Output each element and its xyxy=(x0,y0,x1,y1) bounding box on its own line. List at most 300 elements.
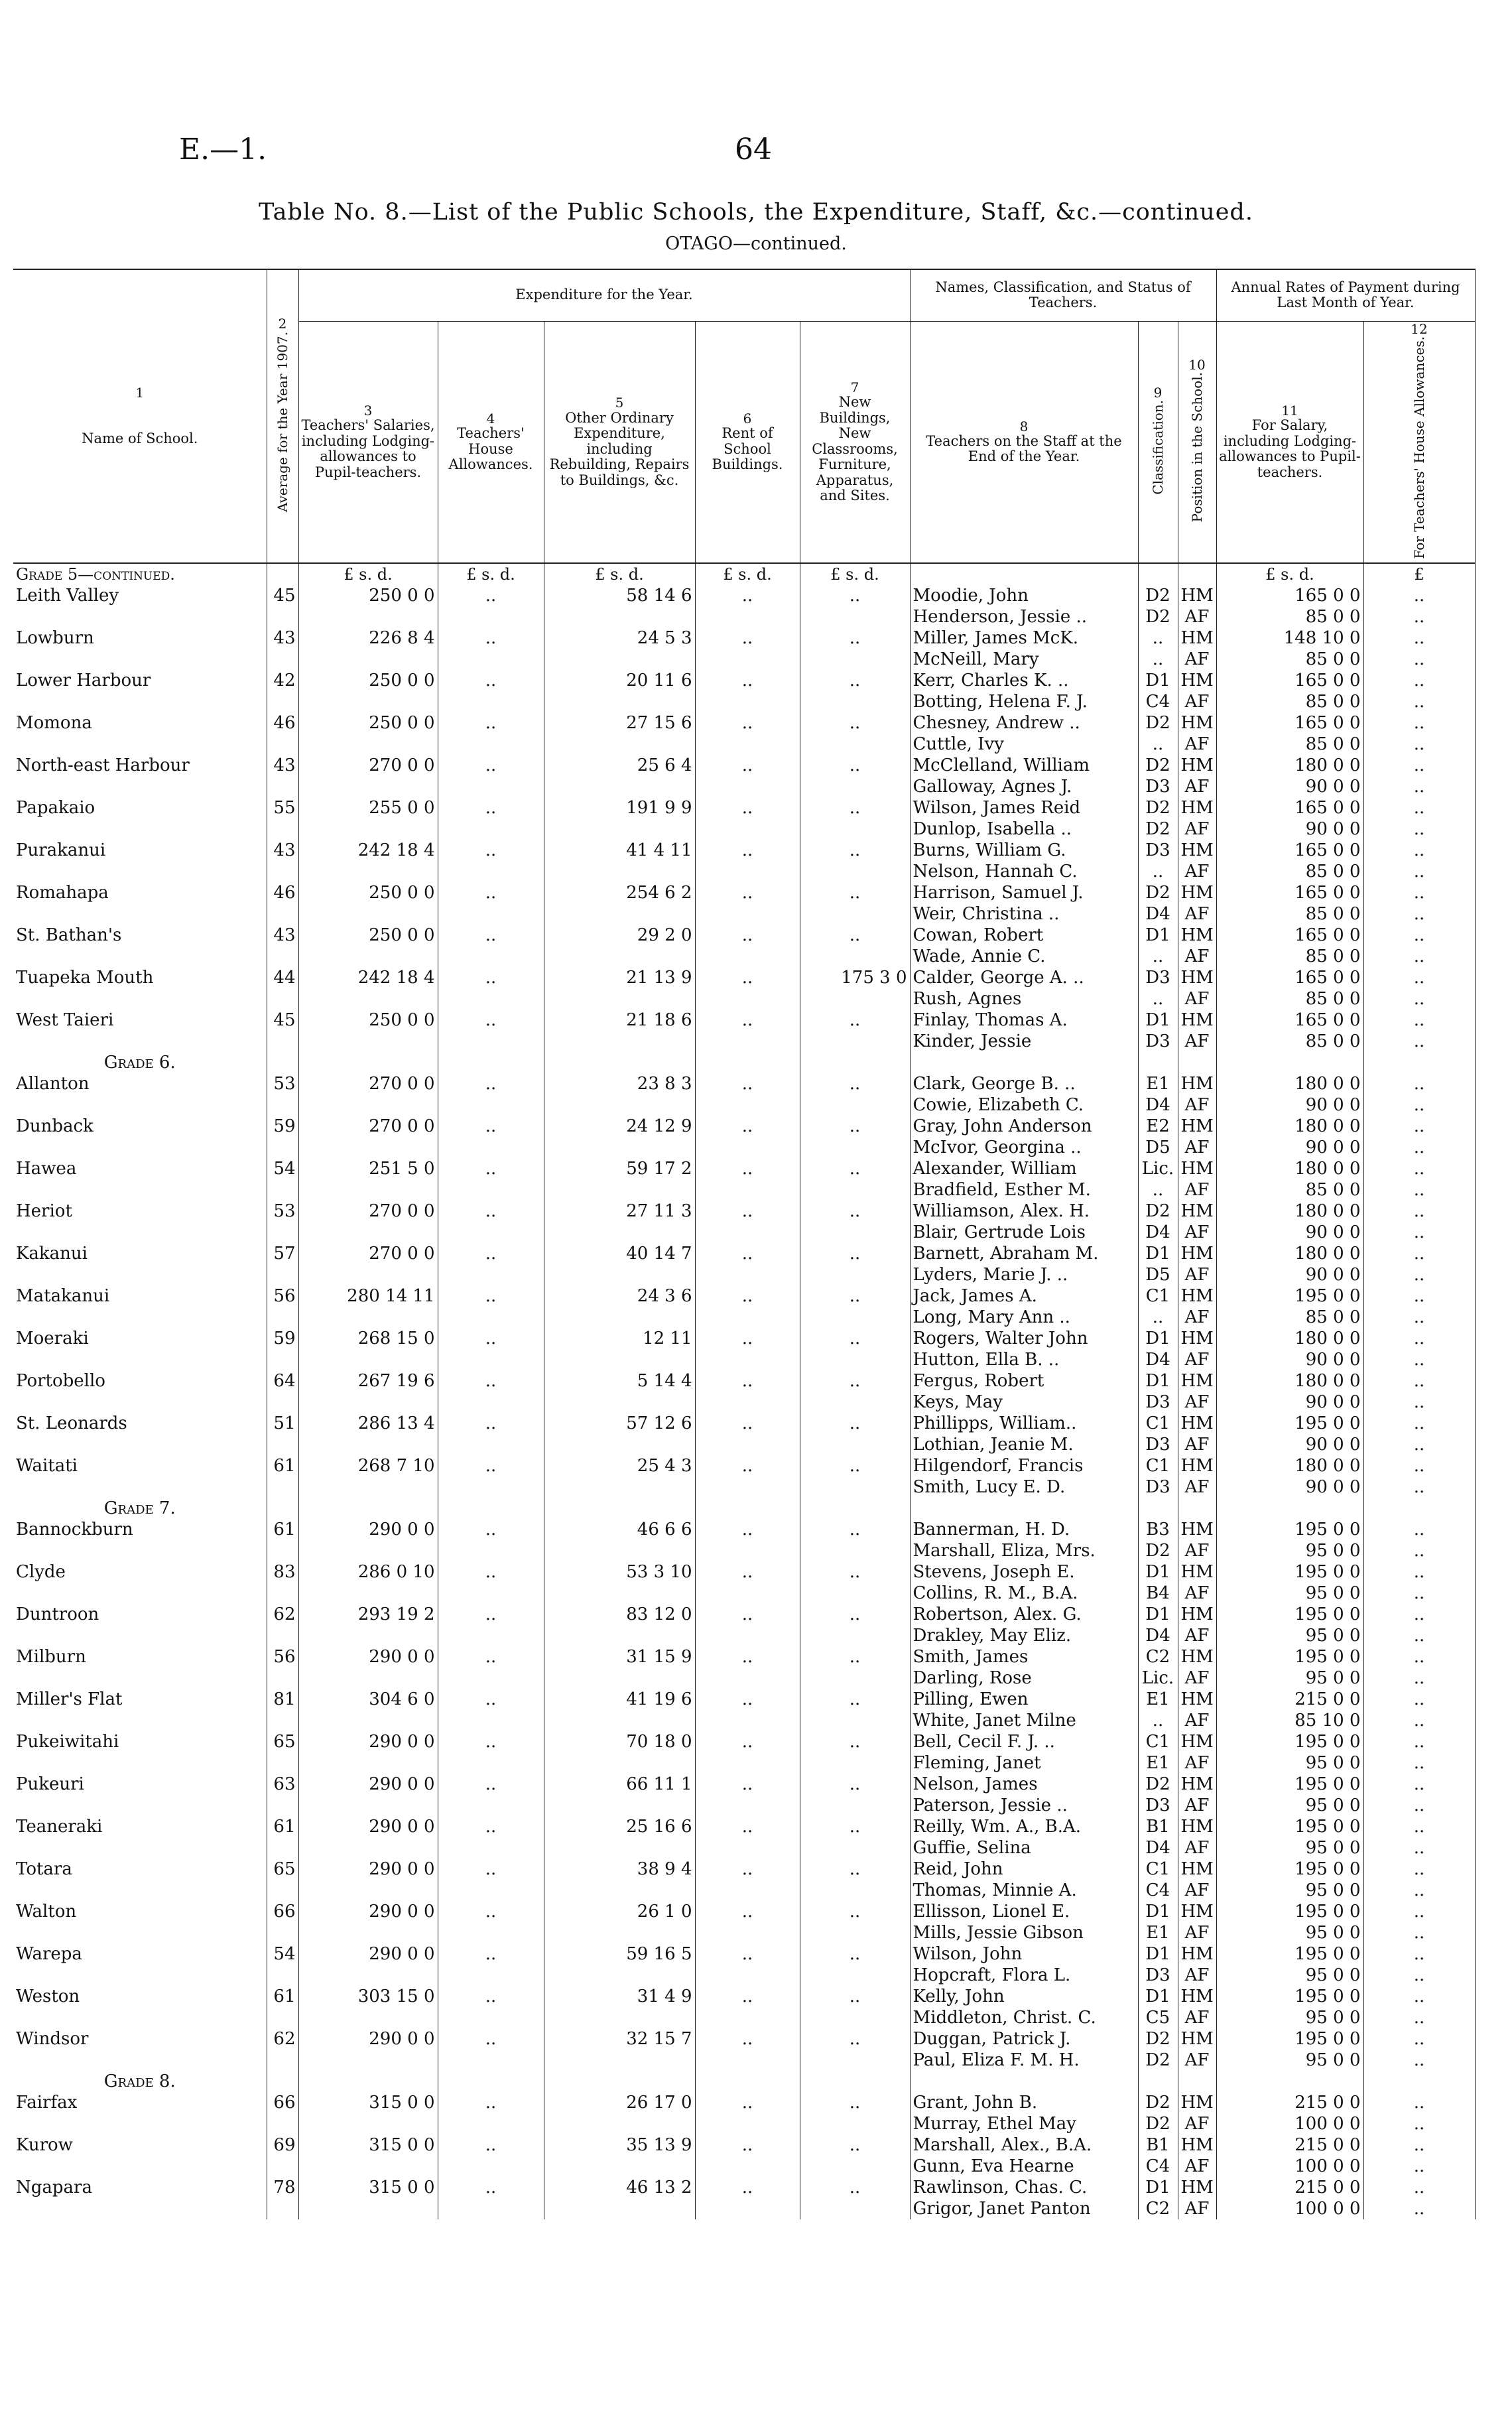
new-buildings: .. xyxy=(800,1243,910,1264)
house-allowance-rate: .. xyxy=(1363,691,1475,712)
new-buildings: .. xyxy=(800,1285,910,1307)
rent-buildings: .. xyxy=(695,1116,800,1137)
house-allowance-rate: .. xyxy=(1363,734,1475,755)
teacher-name: Jack, James A. xyxy=(910,1285,1138,1307)
teachers-salaries: 270 0 0 xyxy=(298,1201,438,1222)
salary-rate: 215 0 0 xyxy=(1216,2134,1363,2156)
school-name: Teaneraki xyxy=(13,1816,267,1837)
other-expenditure: 41 19 6 xyxy=(544,1689,695,1710)
salary-rate: 90 0 0 xyxy=(1216,1094,1363,1116)
rent-buildings: .. xyxy=(695,2134,800,2156)
teacher-classification: D1 xyxy=(1138,2177,1178,2198)
teacher-name: Hopcraft, Flora L. xyxy=(910,1965,1138,1986)
teacher-classification: D1 xyxy=(1138,1328,1178,1349)
unit-label: £ s. d. xyxy=(438,563,544,585)
rent-buildings: .. xyxy=(695,1158,800,1179)
house-allowance-rate: .. xyxy=(1363,585,1475,606)
salary-rate: 85 0 0 xyxy=(1216,1307,1363,1328)
teacher-name: Clark, George B. .. xyxy=(910,1073,1138,1094)
school-name: Lower Harbour xyxy=(13,670,267,691)
rent-buildings: .. xyxy=(695,1774,800,1795)
house-allowance-rate: .. xyxy=(1363,2050,1475,2071)
school-row xyxy=(13,1116,1475,1137)
average-attendance: 43 xyxy=(267,627,298,649)
teacher-classification: D2 xyxy=(1138,882,1178,903)
new-buildings: .. xyxy=(800,712,910,734)
salary-rate: 90 0 0 xyxy=(1216,1349,1363,1370)
rent-buildings: .. xyxy=(695,1010,800,1031)
house-allowance-rate: .. xyxy=(1363,903,1475,925)
house-allowance-rate: .. xyxy=(1363,1010,1475,1031)
teacher-classification: D2 xyxy=(1138,797,1178,818)
average-attendance: 54 xyxy=(267,1943,298,1965)
grade-heading-row xyxy=(13,1052,1475,1073)
teacher-row xyxy=(13,606,1475,627)
school-name: Fairfax xyxy=(13,2092,267,2113)
teacher-name: Reid, John xyxy=(910,1859,1138,1880)
teachers-salaries: 255 0 0 xyxy=(298,797,438,818)
teacher-classification: D1 xyxy=(1138,1986,1178,2007)
other-expenditure: 38 9 4 xyxy=(544,1859,695,1880)
other-expenditure: 66 11 1 xyxy=(544,1774,695,1795)
new-buildings: .. xyxy=(800,1519,910,1540)
teacher-row xyxy=(13,1307,1475,1328)
salary-rate: 90 0 0 xyxy=(1216,1264,1363,1285)
teacher-row xyxy=(13,1476,1475,1498)
school-name: Windsor xyxy=(13,2028,267,2050)
teacher-classification: D2 xyxy=(1138,2028,1178,2050)
salary-rate: 180 0 0 xyxy=(1216,755,1363,776)
average-attendance: 81 xyxy=(267,1689,298,1710)
teacher-name: Middleton, Christ. C. xyxy=(910,2007,1138,2028)
new-buildings: .. xyxy=(800,1901,910,1922)
new-buildings: .. xyxy=(800,1689,910,1710)
salary-rate: 85 0 0 xyxy=(1216,734,1363,755)
average-attendance: 65 xyxy=(267,1859,298,1880)
house-allowance-rate: .. xyxy=(1363,967,1475,988)
house-allowance-rate: .. xyxy=(1363,1094,1475,1116)
house-allowances: .. xyxy=(438,1774,544,1795)
school-row xyxy=(13,1561,1475,1583)
teacher-classification: D4 xyxy=(1138,1625,1178,1646)
teacher-name: Finlay, Thomas A. xyxy=(910,1010,1138,1031)
teachers-salaries: 280 14 11 xyxy=(298,1285,438,1307)
house-allowance-rate: .. xyxy=(1363,1370,1475,1392)
teachers-salaries: 293 19 2 xyxy=(298,1604,438,1625)
teacher-classification: E1 xyxy=(1138,1922,1178,1943)
house-allowances: .. xyxy=(438,882,544,903)
other-expenditure: 46 6 6 xyxy=(544,1519,695,1540)
house-allowance-rate: .. xyxy=(1363,1731,1475,1752)
average-attendance: 63 xyxy=(267,1774,298,1795)
rent-buildings: .. xyxy=(695,1859,800,1880)
house-allowance-rate: .. xyxy=(1363,1285,1475,1307)
house-allowance-rate: .. xyxy=(1363,1413,1475,1434)
col-rent-header: 6 Rent of School Buildings. xyxy=(695,321,800,563)
teacher-position: HM xyxy=(1178,925,1216,946)
teacher-position: AF xyxy=(1178,1752,1216,1774)
table-subtitle: OTAGO—continued. xyxy=(665,233,847,254)
teacher-position: HM xyxy=(1178,967,1216,988)
teacher-row xyxy=(13,1880,1475,1901)
house-allowance-rate: .. xyxy=(1363,2198,1475,2219)
teacher-position: HM xyxy=(1178,1774,1216,1795)
other-expenditure: 70 18 0 xyxy=(544,1731,695,1752)
house-allowance-rate: .. xyxy=(1363,776,1475,797)
school-row xyxy=(13,1816,1475,1837)
teacher-name: Weir, Christina .. xyxy=(910,903,1138,925)
unit-label: £ s. d. xyxy=(800,563,910,585)
average-attendance: 53 xyxy=(267,1073,298,1094)
average-attendance: 56 xyxy=(267,1285,298,1307)
house-allowances: .. xyxy=(438,1901,544,1922)
school-row xyxy=(13,1986,1475,2007)
new-buildings: .. xyxy=(800,882,910,903)
teacher-name: Gray, John Anderson xyxy=(910,1116,1138,1137)
house-allowance-rate: .. xyxy=(1363,1710,1475,1731)
salary-rate: 165 0 0 xyxy=(1216,967,1363,988)
table-body xyxy=(13,563,1475,2219)
teacher-classification: E1 xyxy=(1138,1752,1178,1774)
teacher-position: AF xyxy=(1178,861,1216,882)
school-name: Papakaio xyxy=(13,797,267,818)
house-allowances: .. xyxy=(438,585,544,606)
house-allowance-rate: .. xyxy=(1363,1476,1475,1498)
teacher-name: Paterson, Jessie .. xyxy=(910,1795,1138,1816)
teacher-position: AF xyxy=(1178,818,1216,840)
other-expenditure: 83 12 0 xyxy=(544,1604,695,1625)
school-row xyxy=(13,1519,1475,1540)
other-expenditure: 58 14 6 xyxy=(544,585,695,606)
house-allowances: .. xyxy=(438,1604,544,1625)
teacher-name: Dunlop, Isabella .. xyxy=(910,818,1138,840)
salary-rate: 95 0 0 xyxy=(1216,1880,1363,1901)
salary-rate: 95 0 0 xyxy=(1216,2050,1363,2071)
new-buildings: .. xyxy=(800,1646,910,1668)
other-expenditure: 24 12 9 xyxy=(544,1116,695,1137)
teacher-position: AF xyxy=(1178,903,1216,925)
teachers-group-header: Names, Classification, and Status of Teachers. xyxy=(910,269,1216,321)
salary-rate: 180 0 0 xyxy=(1216,1073,1363,1094)
school-row xyxy=(13,1731,1475,1752)
other-expenditure: 32 15 7 xyxy=(544,2028,695,2050)
salary-rate: 215 0 0 xyxy=(1216,2177,1363,2198)
teacher-name: Fergus, Robert xyxy=(910,1370,1138,1392)
teacher-classification: B1 xyxy=(1138,2134,1178,2156)
teacher-name: Kelly, John xyxy=(910,1986,1138,2007)
teacher-position: HM xyxy=(1178,1604,1216,1625)
teacher-position: AF xyxy=(1178,1795,1216,1816)
teacher-position: HM xyxy=(1178,1859,1216,1880)
grade-heading: Grade 6. xyxy=(13,1052,267,1073)
school-name: Kurow xyxy=(13,2134,267,2156)
teacher-position: AF xyxy=(1178,1222,1216,1243)
teacher-name: Marshall, Alex., B.A. xyxy=(910,2134,1138,2156)
school-row xyxy=(13,1604,1475,1625)
school-row xyxy=(13,1201,1475,1222)
col-average-header: 2 Average for the Year 1907. xyxy=(267,269,298,563)
average-attendance: 45 xyxy=(267,585,298,606)
col-salary-rate-header: 11 For Salary, including Lodging-allowances to Pupil-teachers. xyxy=(1216,321,1363,563)
other-expenditure: 21 13 9 xyxy=(544,967,695,988)
teacher-position: AF xyxy=(1178,1307,1216,1328)
grade-heading: Grade 5—continued. xyxy=(13,563,267,585)
school-name: West Taieri xyxy=(13,1010,267,1031)
teachers-salaries: 250 0 0 xyxy=(298,712,438,734)
teacher-row xyxy=(13,2156,1475,2177)
teacher-row xyxy=(13,1710,1475,1731)
teacher-classification: .. xyxy=(1138,988,1178,1010)
teacher-position: AF xyxy=(1178,2156,1216,2177)
new-buildings: .. xyxy=(800,2028,910,2050)
teacher-classification: D2 xyxy=(1138,585,1178,606)
teacher-row xyxy=(13,2050,1475,2071)
teacher-name: Phillipps, William.. xyxy=(910,1413,1138,1434)
teacher-classification: D3 xyxy=(1138,1434,1178,1455)
school-row xyxy=(13,1328,1475,1349)
other-expenditure: 24 5 3 xyxy=(544,627,695,649)
house-allowances: .. xyxy=(438,1201,544,1222)
average-attendance: 43 xyxy=(267,755,298,776)
teacher-name: Alexander, William xyxy=(910,1158,1138,1179)
teachers-salaries: 226 8 4 xyxy=(298,627,438,649)
teacher-classification: D1 xyxy=(1138,670,1178,691)
house-allowance-rate: .. xyxy=(1363,1795,1475,1816)
other-expenditure: 31 4 9 xyxy=(544,1986,695,2007)
table-title: Table No. 8.—List of the Public Schools, the Expenditure, Staff, &c.—continued. xyxy=(259,199,1253,226)
teacher-name: White, Janet Milne xyxy=(910,1710,1138,1731)
rent-buildings: .. xyxy=(695,1201,800,1222)
teacher-position: HM xyxy=(1178,1010,1216,1031)
teacher-position: HM xyxy=(1178,1561,1216,1583)
school-name: Kakanui xyxy=(13,1243,267,1264)
average-attendance: 61 xyxy=(267,1455,298,1476)
school-name: Walton xyxy=(13,1901,267,1922)
house-allowance-rate: .. xyxy=(1363,1604,1475,1625)
school-row xyxy=(13,755,1475,776)
salary-rate: 95 0 0 xyxy=(1216,1540,1363,1561)
teacher-position: AF xyxy=(1178,2007,1216,2028)
new-buildings: .. xyxy=(800,1943,910,1965)
salary-rate: 195 0 0 xyxy=(1216,1943,1363,1965)
other-expenditure: 20 11 6 xyxy=(544,670,695,691)
teacher-classification: Lic. xyxy=(1138,1668,1178,1689)
teacher-position: HM xyxy=(1178,2134,1216,2156)
house-allowances: .. xyxy=(438,1519,544,1540)
teacher-position: AF xyxy=(1178,1137,1216,1158)
salary-rate: 85 0 0 xyxy=(1216,903,1363,925)
teacher-row xyxy=(13,1922,1475,1943)
teacher-classification: D3 xyxy=(1138,1392,1178,1413)
house-allowances: .. xyxy=(438,1116,544,1137)
teacher-position: HM xyxy=(1178,1816,1216,1837)
grade-heading: Grade 8. xyxy=(13,2071,267,2092)
teacher-classification: .. xyxy=(1138,861,1178,882)
salary-rate: 195 0 0 xyxy=(1216,1561,1363,1583)
teacher-row xyxy=(13,1349,1475,1370)
other-expenditure: 27 11 3 xyxy=(544,1201,695,1222)
teacher-classification: D3 xyxy=(1138,1965,1178,1986)
teacher-classification: D1 xyxy=(1138,1010,1178,1031)
teacher-name: McNeill, Mary xyxy=(910,649,1138,670)
school-name: St. Leonards xyxy=(13,1413,267,1434)
other-expenditure: 59 16 5 xyxy=(544,1943,695,1965)
salary-rate: 180 0 0 xyxy=(1216,1116,1363,1137)
house-allowance-rate: .. xyxy=(1363,925,1475,946)
teacher-row xyxy=(13,1583,1475,1604)
teacher-row xyxy=(13,1625,1475,1646)
teachers-salaries: 270 0 0 xyxy=(298,1243,438,1264)
teacher-name: Darling, Rose xyxy=(910,1668,1138,1689)
school-name: Duntroon xyxy=(13,1604,267,1625)
teacher-position: AF xyxy=(1178,1476,1216,1498)
new-buildings: .. xyxy=(800,2177,910,2198)
unit-label: £ s. d. xyxy=(298,563,438,585)
col-salaries-header: 3 Teachers' Salaries, including Lodging-allowances to Pupil-teachers. xyxy=(298,321,438,563)
teacher-position: AF xyxy=(1178,1264,1216,1285)
salary-rate: 195 0 0 xyxy=(1216,1519,1363,1540)
teacher-row xyxy=(13,2007,1475,2028)
teacher-name: McClelland, William xyxy=(910,755,1138,776)
salary-rate: 215 0 0 xyxy=(1216,1689,1363,1710)
house-allowances: .. xyxy=(438,967,544,988)
school-name: Allanton xyxy=(13,1073,267,1094)
average-attendance: 66 xyxy=(267,1901,298,1922)
school-name: Heriot xyxy=(13,1201,267,1222)
school-row xyxy=(13,925,1475,946)
school-name: Pukeiwitahi xyxy=(13,1731,267,1752)
teacher-position: HM xyxy=(1178,2177,1216,2198)
salary-rate: 95 0 0 xyxy=(1216,1795,1363,1816)
teacher-classification: C2 xyxy=(1138,1646,1178,1668)
teacher-name: Bell, Cecil F. J. .. xyxy=(910,1731,1138,1752)
teacher-classification: D4 xyxy=(1138,1837,1178,1859)
teacher-row xyxy=(13,1965,1475,1986)
teacher-classification: D2 xyxy=(1138,1774,1178,1795)
rent-buildings: .. xyxy=(695,1243,800,1264)
house-allowance-rate: .. xyxy=(1363,1922,1475,1943)
salary-rate: 85 0 0 xyxy=(1216,691,1363,712)
teacher-classification: D4 xyxy=(1138,1094,1178,1116)
teacher-position: AF xyxy=(1178,691,1216,712)
teacher-position: HM xyxy=(1178,1116,1216,1137)
house-allowances: .. xyxy=(438,840,544,861)
salary-rate: 85 0 0 xyxy=(1216,606,1363,627)
teacher-name: Botting, Helena F. J. xyxy=(910,691,1138,712)
house-allowances: .. xyxy=(438,1943,544,1965)
house-allowance-rate: .. xyxy=(1363,1455,1475,1476)
school-row xyxy=(13,1413,1475,1434)
document-code: E.—1. xyxy=(179,133,267,166)
house-allowance-rate: .. xyxy=(1363,2028,1475,2050)
new-buildings: .. xyxy=(800,1986,910,2007)
salary-rate: 195 0 0 xyxy=(1216,1731,1363,1752)
salary-rate: 90 0 0 xyxy=(1216,1392,1363,1413)
new-buildings: .. xyxy=(800,1731,910,1752)
average-attendance: 43 xyxy=(267,925,298,946)
salary-rate: 95 0 0 xyxy=(1216,2007,1363,2028)
teachers-salaries: 304 6 0 xyxy=(298,1689,438,1710)
teacher-position: HM xyxy=(1178,1689,1216,1710)
teacher-name: Gunn, Eva Hearne xyxy=(910,2156,1138,2177)
rent-buildings: .. xyxy=(695,1561,800,1583)
school-row xyxy=(13,1073,1475,1094)
teacher-classification: D1 xyxy=(1138,1604,1178,1625)
school-row xyxy=(13,1285,1475,1307)
salary-rate: 85 0 0 xyxy=(1216,1179,1363,1201)
teacher-position: AF xyxy=(1178,1880,1216,1901)
house-allowance-rate: .. xyxy=(1363,1625,1475,1646)
teacher-name: Kinder, Jessie xyxy=(910,1031,1138,1052)
teacher-classification: D2 xyxy=(1138,755,1178,776)
teacher-classification: D2 xyxy=(1138,2113,1178,2134)
house-allowance-rate: .. xyxy=(1363,1689,1475,1710)
other-expenditure: 35 13 9 xyxy=(544,2134,695,2156)
teacher-position: HM xyxy=(1178,627,1216,649)
other-expenditure: 23 8 3 xyxy=(544,1073,695,1094)
salary-rate: 100 0 0 xyxy=(1216,2156,1363,2177)
school-row xyxy=(13,2177,1475,2198)
average-attendance: 54 xyxy=(267,1158,298,1179)
schools-table xyxy=(13,269,1476,2219)
teacher-position: AF xyxy=(1178,2198,1216,2219)
rent-buildings: .. xyxy=(695,1943,800,1965)
school-name: Leith Valley xyxy=(13,585,267,606)
house-allowance-rate: .. xyxy=(1363,606,1475,627)
rent-buildings: .. xyxy=(695,1731,800,1752)
teacher-classification: .. xyxy=(1138,1307,1178,1328)
salary-rate: 90 0 0 xyxy=(1216,818,1363,840)
school-name: Ngapara xyxy=(13,2177,267,2198)
teacher-name: Collins, R. M., B.A. xyxy=(910,1583,1138,1604)
new-buildings: .. xyxy=(800,1328,910,1349)
rent-buildings: .. xyxy=(695,670,800,691)
teacher-name: Harrison, Samuel J. xyxy=(910,882,1138,903)
house-allowance-rate: .. xyxy=(1363,670,1475,691)
house-allowances: .. xyxy=(438,712,544,734)
teacher-classification: B1 xyxy=(1138,1816,1178,1837)
school-row xyxy=(13,1646,1475,1668)
teacher-row xyxy=(13,776,1475,797)
teacher-classification: C4 xyxy=(1138,2156,1178,2177)
rent-buildings: .. xyxy=(695,1901,800,1922)
house-allowance-rate: .. xyxy=(1363,1774,1475,1795)
new-buildings: .. xyxy=(800,1073,910,1094)
teacher-classification: .. xyxy=(1138,734,1178,755)
teacher-name: Miller, James McK. xyxy=(910,627,1138,649)
average-attendance: 57 xyxy=(267,1243,298,1264)
teacher-classification: D1 xyxy=(1138,925,1178,946)
house-allowance-rate: .. xyxy=(1363,712,1475,734)
school-name: Weston xyxy=(13,1986,267,2007)
salary-rate: 165 0 0 xyxy=(1216,882,1363,903)
rent-buildings: .. xyxy=(695,1328,800,1349)
teacher-name: Smith, James xyxy=(910,1646,1138,1668)
house-allowance-rate: .. xyxy=(1363,1943,1475,1965)
teacher-classification: D1 xyxy=(1138,1243,1178,1264)
salary-rate: 85 0 0 xyxy=(1216,988,1363,1010)
teacher-classification: C2 xyxy=(1138,2198,1178,2219)
teacher-position: HM xyxy=(1178,585,1216,606)
house-allowance-rate: .. xyxy=(1363,1859,1475,1880)
teacher-row xyxy=(13,988,1475,1010)
house-allowance-rate: .. xyxy=(1363,1880,1475,1901)
teacher-classification: C1 xyxy=(1138,1413,1178,1434)
teacher-position: HM xyxy=(1178,1986,1216,2007)
teacher-position: HM xyxy=(1178,2028,1216,2050)
teachers-salaries: 242 18 4 xyxy=(298,967,438,988)
teacher-position: AF xyxy=(1178,1540,1216,1561)
